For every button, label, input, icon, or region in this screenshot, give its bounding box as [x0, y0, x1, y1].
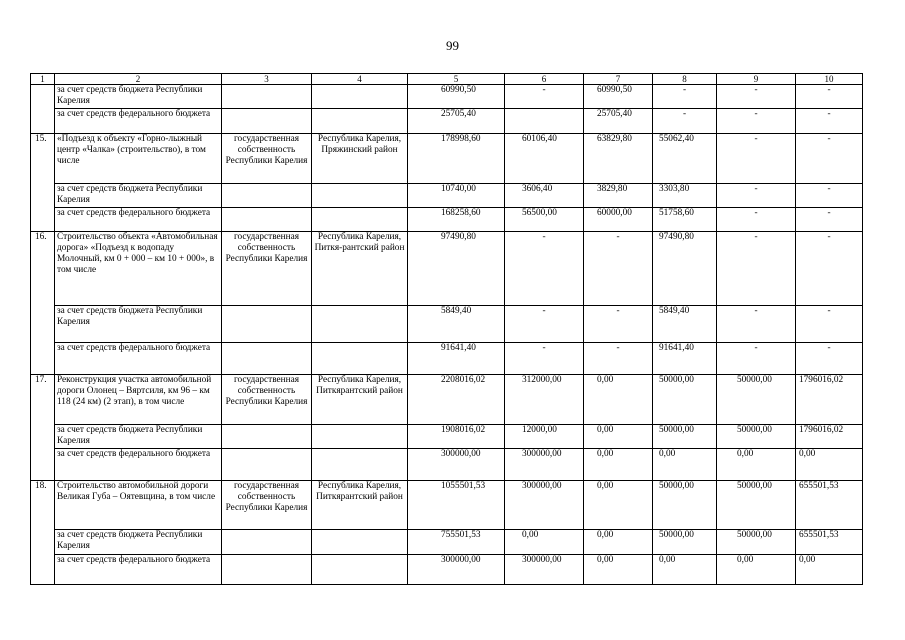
value-cell: 300000,00	[505, 481, 584, 530]
value-cell: 178998,60	[408, 134, 505, 184]
value-cell: 50000,00	[653, 481, 717, 530]
location-cell	[312, 343, 408, 375]
value-cell: -	[717, 343, 796, 375]
table-row	[31, 109, 863, 134]
table-header-row	[31, 74, 863, 85]
value-cell: 50000,00	[717, 530, 796, 555]
location-cell	[312, 85, 408, 109]
column-header: 9	[717, 74, 796, 85]
value-cell: 2208016,02	[408, 375, 505, 425]
value-cell: 60000,00	[584, 208, 653, 232]
value-cell: 0,00	[584, 449, 653, 481]
value-cell: 50000,00	[717, 375, 796, 425]
value-cell: 1796016,02	[796, 425, 863, 449]
value-cell: 168258,60	[408, 208, 505, 232]
value-cell: -	[505, 306, 584, 343]
value-cell: -	[505, 343, 584, 375]
value-cell: 0,00	[505, 530, 584, 555]
value-cell: -	[717, 109, 796, 134]
value-cell: -	[796, 109, 863, 134]
value-cell: 25705,40	[408, 109, 505, 134]
description-cell: за счет средств бюджета Республики Карелия	[55, 425, 222, 449]
value-cell: -	[505, 85, 584, 109]
location-cell: Республика Карелия, Питкярантский район	[312, 481, 408, 530]
description-cell: за счет средств бюджета Республики Карелия	[55, 184, 222, 208]
description-cell: «Подъезд к объекту «Горно-лыжный центр «Чалка» (строительство), в том числе	[55, 134, 222, 184]
table-row	[31, 208, 863, 232]
table-row	[31, 375, 863, 425]
value-cell: 655501,53	[796, 530, 863, 555]
location-cell	[312, 208, 408, 232]
value-cell: 3303,80	[653, 184, 717, 208]
value-cell: -	[717, 184, 796, 208]
ownership-cell: государственная собственность Республики Карелия	[222, 134, 312, 184]
value-cell: -	[584, 306, 653, 343]
value-cell: 12000,00	[505, 425, 584, 449]
column-header: 7	[584, 74, 653, 85]
value-cell: 91641,40	[408, 343, 505, 375]
description-cell: за счет средств федерального бюджета	[55, 343, 222, 375]
value-cell: 50000,00	[653, 375, 717, 425]
value-cell: 50000,00	[653, 530, 717, 555]
value-cell: -	[505, 232, 584, 306]
location-cell	[312, 449, 408, 481]
value-cell: 55062,40	[653, 134, 717, 184]
value-cell: 91641,40	[653, 343, 717, 375]
value-cell: 0,00	[717, 449, 796, 481]
location-cell	[312, 555, 408, 585]
column-header: 4	[312, 74, 408, 85]
column-header: 3	[222, 74, 312, 85]
value-cell: -	[796, 184, 863, 208]
value-cell: -	[796, 306, 863, 343]
value-cell: 1908016,02	[408, 425, 505, 449]
value-cell: -	[796, 208, 863, 232]
value-cell: -	[717, 208, 796, 232]
table-row	[31, 555, 863, 585]
value-cell: -	[717, 85, 796, 109]
location-cell	[312, 306, 408, 343]
ownership-cell	[222, 184, 312, 208]
value-cell: 300000,00	[408, 449, 505, 481]
description-cell: за счет средств бюджета Республики Карелия	[55, 306, 222, 343]
ownership-cell: государственная собственность Республики Карелия	[222, 375, 312, 425]
value-cell: -	[796, 232, 863, 306]
value-cell: 300000,00	[505, 449, 584, 481]
value-cell: 60990,50	[408, 85, 505, 109]
value-cell: 3829,80	[584, 184, 653, 208]
value-cell: 97490,80	[653, 232, 717, 306]
value-cell: 1055501,53	[408, 481, 505, 530]
value-cell: 300000,00	[408, 555, 505, 585]
ownership-cell	[222, 530, 312, 555]
description-cell: за счет средств федерального бюджета	[55, 555, 222, 585]
value-cell: 0,00	[584, 530, 653, 555]
column-header: 1	[31, 74, 55, 85]
location-cell: Республика Карелия, Питкя-рантский район	[312, 232, 408, 306]
table-row	[31, 481, 863, 530]
ownership-cell	[222, 449, 312, 481]
table-row	[31, 449, 863, 481]
description-cell: Реконструкция участка автомобильной дороги Олонец – Вяртсиля, км 96 – км 118 (24 км) (2 этап), в том числе	[55, 375, 222, 425]
value-cell: 25705,40	[584, 109, 653, 134]
budget-table	[30, 73, 863, 585]
value-cell: 97490,80	[408, 232, 505, 306]
location-cell	[312, 425, 408, 449]
table-row	[31, 343, 863, 375]
value-cell: 50000,00	[717, 425, 796, 449]
value-cell: 50000,00	[653, 425, 717, 449]
value-cell: 0,00	[584, 375, 653, 425]
value-cell: 0,00	[584, 425, 653, 449]
value-cell: 5849,40	[408, 306, 505, 343]
value-cell: 10740,00	[408, 184, 505, 208]
description-cell: за счет средств федерального бюджета	[55, 208, 222, 232]
column-header: 10	[796, 74, 863, 85]
ownership-cell	[222, 306, 312, 343]
value-cell: 0,00	[584, 555, 653, 585]
table-row	[31, 232, 863, 306]
value-cell: 50000,00	[717, 481, 796, 530]
ownership-cell	[222, 109, 312, 134]
value-cell: 63829,80	[584, 134, 653, 184]
row-number-cell	[31, 85, 55, 134]
description-cell: за счет средств федерального бюджета	[55, 449, 222, 481]
location-cell: Республика Карелия, Пряжинский район	[312, 134, 408, 184]
value-cell: 0,00	[717, 555, 796, 585]
value-cell	[505, 109, 584, 134]
value-cell: -	[717, 306, 796, 343]
value-cell: -	[653, 109, 717, 134]
ownership-cell	[222, 85, 312, 109]
row-number-cell: 15.	[31, 134, 55, 232]
row-number-cell: 18.	[31, 481, 55, 585]
ownership-cell	[222, 343, 312, 375]
value-cell: -	[796, 343, 863, 375]
table-row	[31, 134, 863, 184]
table-row	[31, 530, 863, 555]
ownership-cell	[222, 425, 312, 449]
description-cell: Строительство объекта «Автомобильная дорога» «Подъезд к водопаду Молочный, км 0 + 000 – км 10 + 000», в том числе	[55, 232, 222, 306]
column-header: 2	[55, 74, 222, 85]
value-cell: 0,00	[796, 555, 863, 585]
value-cell: 60990,50	[584, 85, 653, 109]
description-cell: Строительство автомобильной дороги Великая Губа – Оятевщина, в том числе	[55, 481, 222, 530]
ownership-cell	[222, 555, 312, 585]
value-cell: -	[717, 232, 796, 306]
table-row	[31, 425, 863, 449]
value-cell: 60106,40	[505, 134, 584, 184]
value-cell: -	[796, 85, 863, 109]
value-cell: 300000,00	[505, 555, 584, 585]
location-cell: Республика Карелия, Питкярантский район	[312, 375, 408, 425]
description-cell: за счет средств бюджета Республики Карелия	[55, 85, 222, 109]
value-cell: -	[584, 343, 653, 375]
ownership-cell: государственная собственность Республики Карелия	[222, 481, 312, 530]
column-header: 8	[653, 74, 717, 85]
description-cell: за счет средств бюджета Республики Карелия	[55, 530, 222, 555]
location-cell	[312, 530, 408, 555]
value-cell: 755501,53	[408, 530, 505, 555]
value-cell: 1796016,02	[796, 375, 863, 425]
table-row	[31, 184, 863, 208]
table-row	[31, 306, 863, 343]
value-cell: 56500,00	[505, 208, 584, 232]
value-cell: 3606,40	[505, 184, 584, 208]
row-number-cell: 17.	[31, 375, 55, 481]
ownership-cell: государственная собственность Республики Карелия	[222, 232, 312, 306]
value-cell: 0,00	[584, 481, 653, 530]
value-cell: 0,00	[653, 449, 717, 481]
column-header: 5	[408, 74, 505, 85]
description-cell: за счет средств федерального бюджета	[55, 109, 222, 134]
location-cell	[312, 109, 408, 134]
page-number: 99	[446, 38, 459, 53]
column-header: 6	[505, 74, 584, 85]
value-cell: 655501,53	[796, 481, 863, 530]
row-number-cell: 16.	[31, 232, 55, 375]
value-cell: 0,00	[653, 555, 717, 585]
table-row	[31, 85, 863, 109]
value-cell: -	[653, 85, 717, 109]
value-cell: 312000,00	[505, 375, 584, 425]
value-cell: -	[717, 134, 796, 184]
value-cell: -	[796, 134, 863, 184]
location-cell	[312, 184, 408, 208]
value-cell: 51758,60	[653, 208, 717, 232]
value-cell: 5849,40	[653, 306, 717, 343]
value-cell: 0,00	[796, 449, 863, 481]
ownership-cell	[222, 208, 312, 232]
value-cell: -	[584, 232, 653, 306]
